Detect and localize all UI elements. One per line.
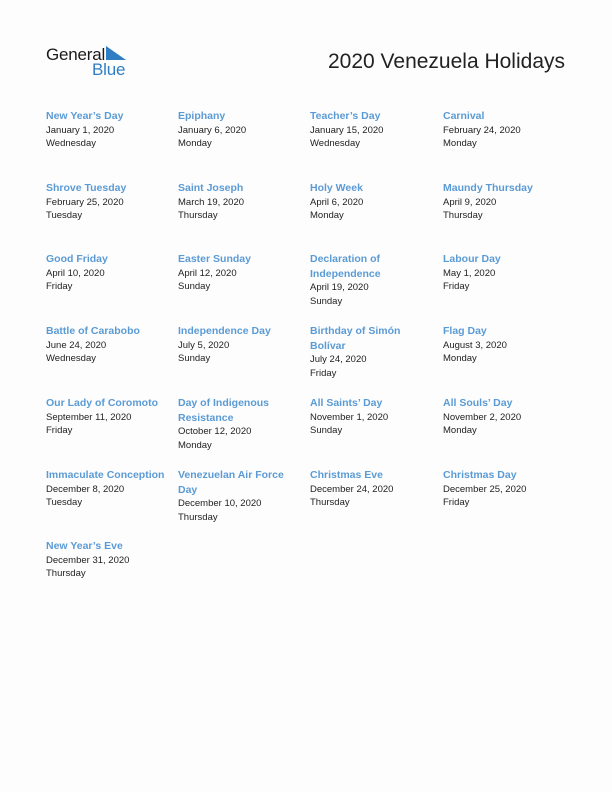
holiday-name: All Saints’ Day — [310, 397, 383, 409]
holiday-name: Independence Day — [178, 325, 271, 337]
holiday-date: February 24, 2020 — [443, 124, 521, 136]
holiday-weekday: Thursday — [178, 511, 218, 523]
holiday-weekday: Thursday — [178, 210, 218, 222]
holiday-name: Venezuelan Air Force Day — [178, 469, 284, 496]
holiday-date: April 19, 2020 — [310, 282, 369, 293]
holiday-weekday: Thursday — [310, 497, 350, 509]
holiday-weekday: Wednesday — [46, 138, 96, 150]
holiday-date: January 6, 2020 — [178, 124, 247, 136]
holiday-entry — [310, 252, 436, 309]
page-title: 2020 Venezuela Holidays — [327, 50, 565, 73]
holiday-date: April 10, 2020 — [46, 267, 105, 279]
holiday-weekday: Monday — [443, 425, 477, 437]
holiday-entry — [46, 324, 172, 366]
holiday-date: April 9, 2020 — [443, 196, 497, 208]
holiday-date: January 1, 2020 — [46, 124, 115, 136]
holiday-date: December 8, 2020 — [46, 483, 125, 495]
holiday-entry — [178, 324, 304, 366]
holiday-name: Declaration of Independence — [310, 253, 381, 280]
holiday-entry — [310, 181, 436, 223]
holiday-name: Epiphany — [178, 110, 226, 122]
holiday-name: New Year’s Day — [46, 110, 124, 122]
holiday-entry — [443, 252, 569, 294]
holiday-name: Maundy Thursday — [443, 182, 533, 194]
holiday-entry — [46, 109, 172, 151]
holiday-weekday: Friday — [46, 281, 73, 293]
holiday-date: September 11, 2020 — [46, 411, 132, 423]
holiday-weekday: Friday — [46, 425, 73, 437]
holiday-name: Teacher’s Day — [310, 110, 381, 122]
brand-name-general: General — [46, 45, 106, 64]
holiday-name: Christmas Day — [443, 469, 517, 481]
holiday-name: Saint Joseph — [178, 182, 244, 194]
holiday-name: Flag Day — [443, 325, 487, 337]
holiday-entry — [178, 181, 304, 223]
holiday-date: June 24, 2020 — [46, 339, 107, 351]
holiday-name: Labour Day — [443, 253, 501, 265]
holiday-weekday: Monday — [443, 353, 477, 365]
holiday-weekday: Sunday — [178, 353, 211, 365]
holiday-date: November 2, 2020 — [443, 411, 522, 423]
holiday-name: Immaculate Conception — [46, 469, 165, 481]
holiday-name: Carnival — [443, 110, 485, 122]
holiday-entry — [443, 396, 569, 438]
holiday-date: July 24, 2020 — [310, 354, 367, 365]
holiday-weekday: Sunday — [310, 295, 343, 307]
holiday-entry — [310, 468, 436, 510]
holiday-grid — [46, 109, 576, 579]
holiday-weekday: Friday — [310, 367, 337, 379]
holiday-weekday: Wednesday — [310, 138, 360, 150]
holiday-weekday: Monday — [178, 138, 212, 150]
holiday-date: February 25, 2020 — [46, 196, 124, 208]
holiday-date: December 24, 2020 — [310, 483, 394, 495]
holiday-entry — [310, 396, 436, 438]
holiday-weekday: Sunday — [310, 425, 343, 437]
holiday-name: Holy Week — [310, 182, 363, 194]
holiday-date: July 5, 2020 — [178, 339, 230, 351]
holiday-date: March 19, 2020 — [178, 196, 245, 208]
holiday-weekday: Friday — [443, 281, 470, 293]
holiday-date: January 15, 2020 — [310, 124, 384, 136]
holiday-date: May 1, 2020 — [443, 267, 496, 279]
holiday-weekday: Sunday — [178, 281, 211, 293]
holiday-date: April 12, 2020 — [178, 267, 237, 279]
holiday-weekday: Thursday — [443, 210, 483, 222]
holiday-weekday: Friday — [443, 497, 470, 509]
holiday-entry — [310, 109, 436, 151]
holiday-date: August 3, 2020 — [443, 339, 507, 351]
holiday-entry — [443, 109, 569, 151]
brand-name-blue: Blue — [92, 60, 126, 79]
holiday-name: Birthday of Simón Bolívar — [310, 325, 401, 352]
holiday-name: New Year’s Eve — [46, 540, 123, 552]
holiday-date: October 12, 2020 — [178, 426, 252, 437]
holiday-entry — [310, 324, 436, 381]
holiday-date: December 25, 2020 — [443, 483, 527, 495]
holiday-date: December 31, 2020 — [46, 554, 130, 566]
holiday-weekday: Monday — [443, 138, 477, 150]
brand-logo — [46, 45, 136, 79]
holiday-entry — [46, 252, 172, 294]
holiday-weekday: Tuesday — [46, 497, 83, 509]
holiday-weekday: Thursday — [46, 568, 86, 580]
holiday-entry — [178, 109, 304, 151]
holiday-name: Battle of Carabobo — [46, 325, 140, 337]
holiday-weekday: Tuesday — [46, 210, 83, 222]
holiday-date: December 10, 2020 — [178, 498, 262, 509]
holiday-date: April 6, 2020 — [310, 196, 364, 208]
holiday-entry — [178, 468, 304, 525]
holiday-entry — [46, 468, 172, 510]
holiday-entry — [46, 539, 172, 581]
holiday-entry — [46, 181, 172, 223]
holiday-entry — [178, 396, 304, 453]
holiday-name: Good Friday — [46, 253, 108, 265]
holiday-weekday: Wednesday — [46, 353, 96, 365]
holiday-name: Easter Sunday — [178, 253, 251, 265]
holiday-name: Christmas Eve — [310, 469, 383, 481]
holiday-entry — [443, 324, 569, 366]
holiday-date: November 1, 2020 — [310, 411, 389, 423]
holiday-entry — [178, 252, 304, 294]
holiday-weekday: Monday — [310, 210, 344, 222]
holiday-name: Shrove Tuesday — [46, 182, 127, 194]
holiday-entry — [443, 181, 569, 223]
holiday-name: Our Lady of Coromoto — [46, 397, 158, 409]
holiday-name: All Souls’ Day — [443, 397, 513, 409]
holiday-weekday: Monday — [178, 439, 212, 451]
holiday-entry — [46, 396, 172, 438]
holiday-name: Day of Indigenous Resistance — [178, 397, 270, 424]
holiday-entry — [443, 468, 569, 510]
